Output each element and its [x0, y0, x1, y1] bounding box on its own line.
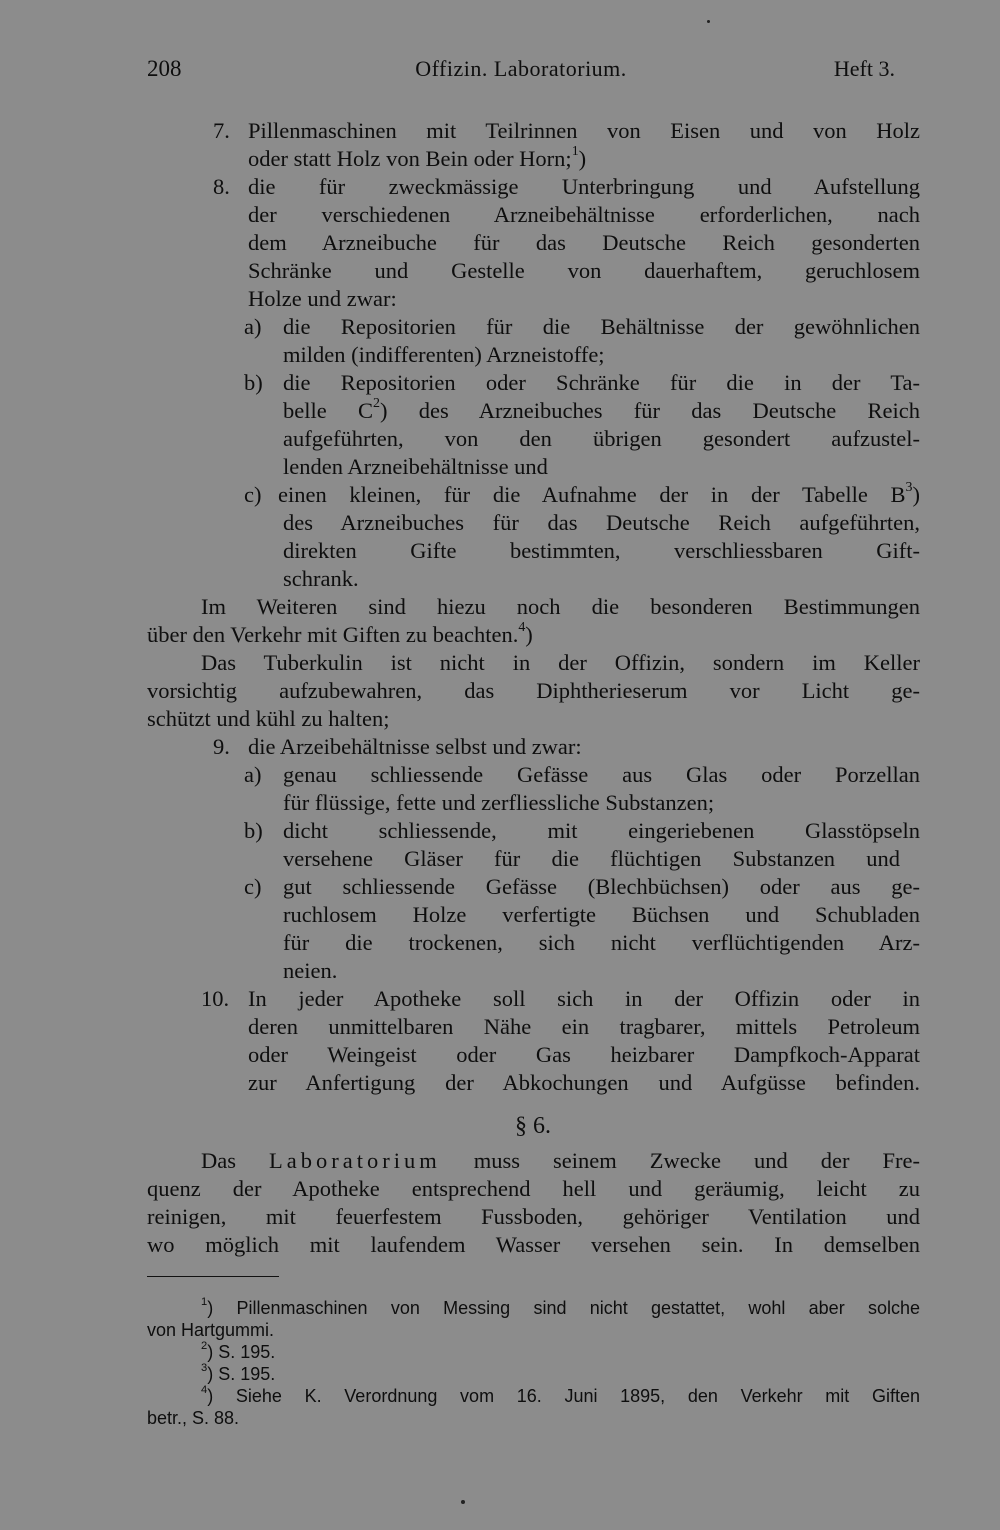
para-tuberkulin-line-2: vorsichtig aufzubewahren, das Diphtherieserum vor Licht ge-	[147, 678, 920, 703]
item-10-line-1: In jeder Apotheke soll sich in der Offizin oder in	[248, 986, 920, 1011]
item-8b-line-4: lenden Arzneibehältnisse und	[283, 454, 548, 479]
page-number: 208	[147, 56, 182, 81]
para-labor-line-3: reinigen, mit feuerfestem Fussboden, gehöriger Ventilation und	[147, 1204, 920, 1229]
footnote-2: $^2$) S. 195.	[201, 1340, 276, 1362]
item-8b-line-2: belle $C^2$) des Arzneibuches für das Deutsche Reich	[283, 396, 920, 423]
item-10-label: 10.	[201, 986, 230, 1011]
item-7-line-2: oder statt Holz von Bein oder Horn;$^1$)	[248, 144, 587, 171]
item-10-line-2: deren unmittelbaren Nähe ein tragbarer, mittels Petroleum	[248, 1014, 920, 1039]
section-heading: § 6.	[515, 1113, 551, 1139]
spaced-term: Laboratorium	[269, 1148, 441, 1173]
footnote-ref-4: 4	[518, 620, 526, 636]
item-9-label: 9.	[213, 734, 230, 759]
item-8b-line-1: die Repositorien oder Schränke für die in der Ta-	[283, 370, 920, 395]
para-tuberkulin-line-3: schützt und kühl zu halten;	[147, 706, 390, 731]
footnote-3: $^3$) S. 195.	[201, 1362, 276, 1384]
item-7-label: 7.	[213, 118, 230, 143]
footnote-ref-2: 2	[373, 396, 380, 412]
item-9b-line-1: dicht schliessende, mit eingeriebenen Glasstöpseln	[283, 818, 920, 843]
item-8-line-3: dem Arzneibuche für das Deutsche Reich gesonderten	[248, 230, 920, 255]
item-8a-line-2: milden (indifferenten) Arzneistoffe;	[283, 342, 605, 367]
footnote-ref-3: 3	[905, 480, 913, 496]
item-8b-label: b)	[244, 370, 263, 395]
item-8-line-4: Schränke und Gestelle von dauerhaftem, geruchlosem	[248, 258, 920, 283]
footnote-4-line-2: betr., S. 88.	[147, 1408, 240, 1428]
item-10-line-4: zur Anfertigung der Abkochungen und Aufgüsse befinden.	[248, 1070, 920, 1095]
item-8c-label: c)	[244, 482, 262, 507]
item-9c-line-1: gut schliessende Gefässe (Blechbüchsen) oder aus ge-	[283, 874, 920, 899]
item-9b-line-2: versehene Gläser für die flüchtigen Substanzen und	[283, 846, 900, 871]
item-8-line-1: die für zweckmässige Unterbringung und Aufstellung	[248, 174, 920, 199]
running-title: Offizin. Laboratorium.	[415, 56, 627, 81]
running-header	[147, 56, 895, 86]
item-8c-line-1: einen kleinen, für die Aufnahme der in der Tabelle $B^3$)	[278, 480, 920, 507]
item-8-line-5: Holze und zwar:	[248, 286, 397, 311]
item-8-label: 8.	[213, 174, 230, 199]
para-labor-line-1: Das Laboratorium muss seinem Zwecke und der Fre-	[201, 1148, 920, 1173]
footnote-ref-1: 1	[571, 144, 579, 160]
item-9a-line-2: für flüssige, fette und zerfliessliche Substanzen;	[283, 790, 715, 815]
issue-label: Heft 3.	[833, 56, 895, 81]
item-9a-label: a)	[244, 762, 262, 787]
item-8a-line-1: die Repositorien für die Behältnisse der gewöhnlichen	[283, 314, 920, 339]
item-8a-label: a)	[244, 314, 262, 339]
footnote-4-line-1: $^4$) Siehe K. Verordnung vom 16. Juni 1895, den Verkehr mit Giften	[201, 1384, 920, 1406]
item-7-line-1: Pillenmaschinen mit Teilrinnen von Eisen und von Holz	[248, 118, 920, 143]
item-9c-line-2: ruchlosem Holze verfertigte Büchsen und Schubladen	[283, 902, 920, 927]
item-8c-line-2: des Arzneibuches für das Deutsche Reich aufgeführten,	[283, 510, 920, 535]
footnote-1-line-1: $^1$) Pillenmaschinen von Messing sind nicht gestattet, wohl aber solche	[201, 1296, 920, 1318]
item-8c-line-4: schrank.	[283, 566, 359, 591]
item-8c-line-3: direkten Gifte bestimmten, verschliessbaren Gift-	[283, 538, 920, 563]
item-9c-label: c)	[244, 874, 262, 899]
item-9a-line-1: genau schliessende Gefässe aus Glas oder Porzellan	[283, 762, 920, 787]
footnote-1-line-2: von Hartgummi.	[147, 1320, 275, 1340]
para-weiteren-line-1: Im Weiteren sind hiezu noch die besonderen Bestimmungen	[201, 594, 920, 619]
scan-speck	[707, 20, 710, 23]
item-9c-line-3: für die trockenen, sich nicht verflüchtigenden Arz-	[283, 930, 920, 955]
scan-speck	[461, 1500, 465, 1504]
para-tuberkulin-line-1: Das Tuberkulin ist nicht in der Offizin, sondern im Keller	[201, 650, 920, 675]
para-weiteren-line-2: über den Verkehr mit Giften zu beachten.$^4$)	[147, 620, 533, 647]
para-labor-line-2: quenz der Apotheke entsprechend hell und geräumig, leicht zu	[147, 1176, 920, 1201]
item-8-line-2: der verschiedenen Arzneibehältnisse erforderlichen, nach	[248, 202, 920, 227]
item-9c-line-4: neien.	[283, 958, 338, 983]
item-10-line-3: oder Weingeist oder Gas heizbarer Dampfkoch-Apparat	[248, 1042, 920, 1067]
para-labor-line-4: wo möglich mit laufendem Wasser versehen sein. In demselben	[147, 1232, 920, 1257]
item-9-line-1: die Arzeibehältnisse selbst und zwar:	[248, 734, 582, 759]
item-8b-line-3: aufgeführten, von den übrigen gesondert aufzustel-	[283, 426, 920, 451]
footnote-rule	[147, 1276, 279, 1277]
item-9b-label: b)	[244, 818, 263, 843]
